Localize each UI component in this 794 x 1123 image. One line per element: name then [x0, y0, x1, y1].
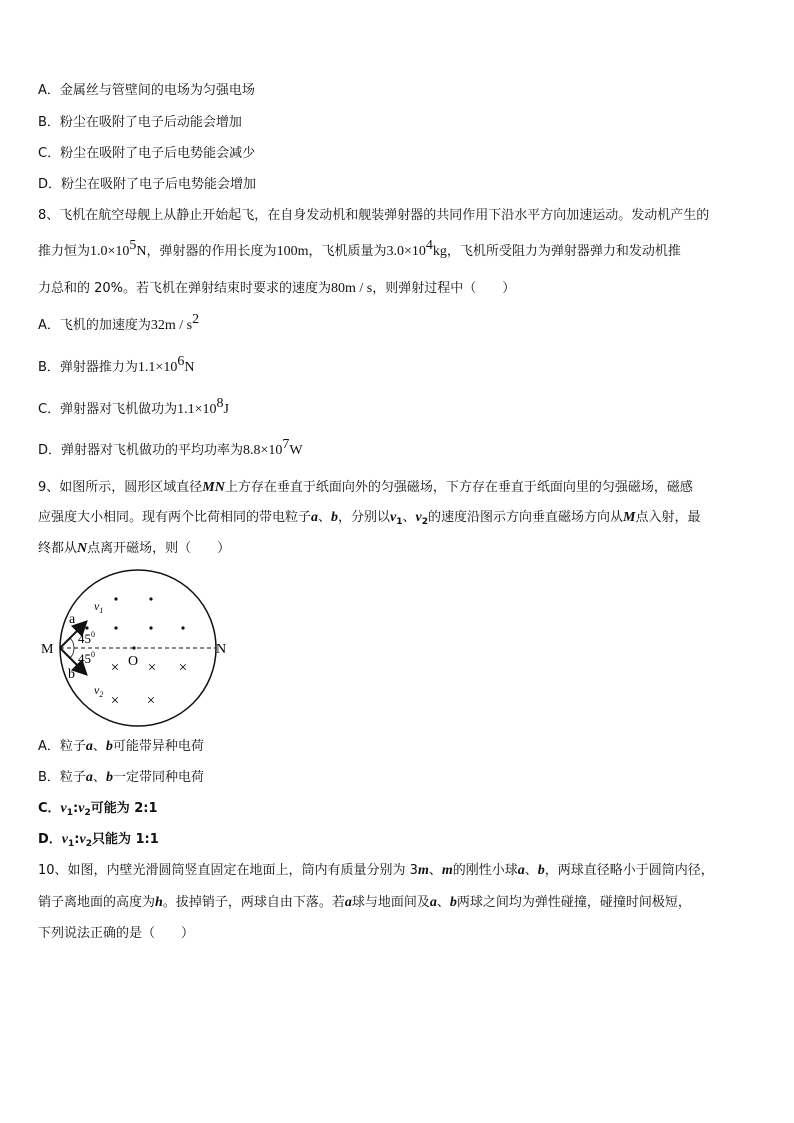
- q7-option-d: D．粉尘在吸附了电子后电势能会增加: [38, 177, 257, 192]
- field-cross: ×: [110, 660, 120, 676]
- field-dot: [181, 626, 184, 629]
- q9-magnetic-field-figure: [30, 566, 240, 734]
- field-cross: ×: [110, 693, 120, 709]
- angle-label-top: $45^0$: [78, 630, 95, 646]
- label-b: b: [68, 667, 75, 682]
- field-dot: [114, 626, 117, 629]
- q9-option-c: C．$v_1:v_2$可能为 2:1: [38, 801, 158, 818]
- q8-stem-line3: 力总和的 20%。若飞机在弹射结束时要求的速度为80m / s，则弹射过程中（ ）: [38, 281, 516, 296]
- label-a: a: [69, 612, 76, 627]
- angle-arc-top: [70, 638, 74, 648]
- field-dot: [85, 626, 88, 629]
- q10-stem-line2: 销子离地面的高度为h。拔掉销子，两球自由下落。若a球与地面间及a、b两球之间均为弹性碰撞，碰撞时间极短，: [38, 895, 691, 910]
- field-dot: [114, 597, 117, 600]
- q10-stem-line3: 下列说法正确的是（ ）: [38, 926, 195, 941]
- q8-stem-line1: 8、飞机在航空母舰上从静止开始起飞，在自身发动机和舰装弹射器的共同作用下沿水平方向加速运动。发动机产生的: [38, 208, 710, 223]
- field-cross: ×: [147, 660, 157, 676]
- q10-stem-line1: 10、如图，内壁光滑圆筒竖直固定在地面上，筒内有质量分别为 3m、m的刚性小球a、b，两球直径略小于圆筒内径，: [38, 863, 714, 878]
- field-dot: [149, 597, 152, 600]
- q9-stem-line3: 终都从N点离开磁场，则（ ）: [38, 541, 231, 556]
- label-o: O: [128, 654, 139, 669]
- label-m: M: [41, 642, 54, 657]
- field-dot: [149, 626, 152, 629]
- q7-option-c: C．粉尘在吸附了电子后电势能会减少: [38, 146, 256, 161]
- q7-option-a: A．金属丝与管壁间的电场为匀强电场: [38, 83, 255, 98]
- field-cross: ×: [146, 693, 156, 709]
- q8-option-b: B．弹射器推力为$1.1\times 10^6N$: [38, 354, 195, 375]
- q7-option-b: B．粉尘在吸附了电子后动能会增加: [38, 115, 242, 130]
- label-n: N: [216, 642, 227, 657]
- q9-option-a: A．粒子a、b可能带异种电荷: [38, 739, 204, 754]
- q8-option-d: D．弹射器对飞机做功的平均功率为$8.8\times 10^7W$: [38, 437, 303, 458]
- center-point-o: [132, 646, 135, 649]
- angle-arc-bottom: [70, 648, 74, 658]
- angle-label-bottom: $45^0$: [78, 650, 95, 666]
- q8-stem-line2: 推力恒为$1.0\times 10^5N$，弹射器的作用长度为100m，飞机质量为$3.0\times 10^4kg$，飞机所受阻力为弹射器弹力和发动机推: [38, 238, 681, 259]
- q8-option-c: C．弹射器对飞机做功为$1.1\times 10^8J$: [38, 396, 229, 417]
- q9-stem-line2: 应强度大小相同。现有两个比荷相同的带电粒子a、b，分别以$v_1$、$v_2$的速度沿图示方向垂直磁场方向从M点入射，最: [38, 510, 701, 527]
- label-v2: $v_2$: [94, 683, 104, 699]
- label-v1: $v_1$: [94, 599, 104, 615]
- q9-option-b: B．粒子a、b一定带同种电荷: [38, 770, 204, 785]
- field-cross: ×: [178, 660, 188, 676]
- q8-option-a: A．飞机的加速度为$32m / s^2$: [38, 312, 200, 333]
- q9-option-d: D．$v_1:v_2$只能为 1:1: [38, 832, 159, 849]
- q9-stem-line1: 9、如图所示，圆形区域直径MN上方存在垂直于纸面向外的匀强磁场，下方存在垂直于纸面向里的匀强磁场，磁感: [38, 480, 693, 495]
